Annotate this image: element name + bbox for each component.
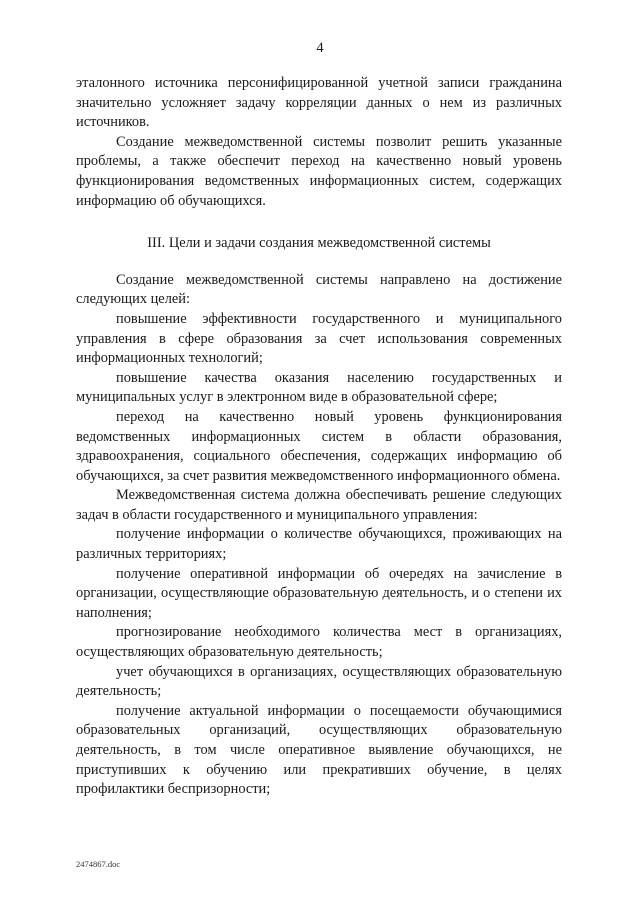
section-heading: III. Цели и задачи создания межведомственной системы <box>147 235 491 252</box>
list-item: повышение эффективности государственного и муниципального управления в сфере образования за счет использования современных информационных технологий; <box>76 310 562 367</box>
list-item: учет обучающихся в организациях, осуществляющих образовательную деятельность; <box>76 663 562 700</box>
list-item: переход на качественно новый уровень функционирования ведомственных информационных систем в области образования, здравоохранения, социального обеспечения, содержащих информацию об обучающихся, за счет развития межведомственного информационного обмена. <box>76 408 562 484</box>
footer-filename: 2474867.doc <box>76 859 121 869</box>
paragraph: Создание межведомственной системы направлено на достижение следующих целей: <box>76 271 562 308</box>
page-number: 4 <box>316 40 324 56</box>
list-item: получение оперативной информации об очередях на зачисление в организации, осуществляющие образовательную деятельность, и о степени их наполнения; <box>76 565 562 621</box>
document-body <box>76 74 562 800</box>
paragraph: эталонного источника персонифицированной учетной записи гражданина значительно усложняет задачу корреляции данных о нем из различных источников. <box>76 75 562 131</box>
list-item: повышение качества оказания населению государственных и муниципальных услуг в электронном виде в образовательной сфере; <box>76 369 562 406</box>
list-item: прогнозирование необходимого количества мест в организациях, осуществляющих образовательную деятельность; <box>76 624 562 661</box>
list-item: получение информации о количестве обучающихся, проживающих на различных территориях; <box>76 526 562 563</box>
paragraph: Межведомственная система должна обеспечивать решение следующих задач в области государственного и муниципального управления: <box>76 487 562 523</box>
paragraph: Создание межведомственной системы позволит решить указанные проблемы, а также обеспечит переход на качественно новый уровень функционирования ведомственных информационных систем, содержащих информацию об обучающихся. <box>76 133 562 209</box>
list-item: получение актуальной информации о посещаемости обучающимися образовательных организаций, осуществляющих образовательную деятельность, в том числе оперативное выявление обучающихся, не приступивших к обучению или прекративших обучение, в целях профилактики беспризорности; <box>76 702 562 798</box>
